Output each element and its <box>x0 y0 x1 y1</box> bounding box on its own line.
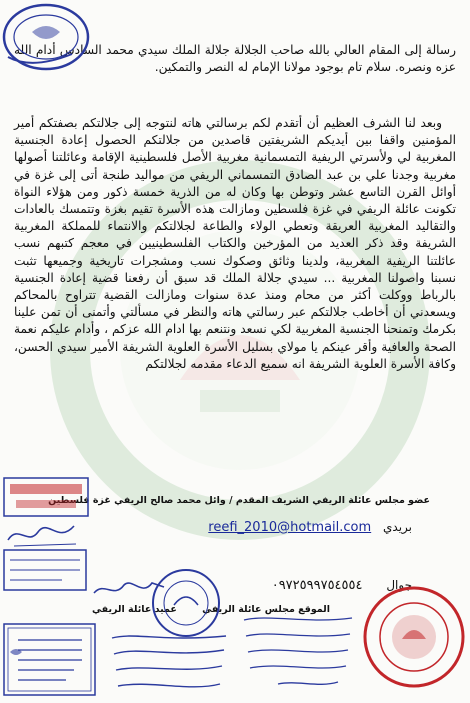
family-handwritten-notes-icon <box>104 628 234 700</box>
phone-row <box>272 578 412 593</box>
phone-label: جوال <box>386 578 412 592</box>
deputy-handwritten-signature-icon <box>88 575 168 603</box>
bottom-mid-stamp-icon <box>150 567 222 639</box>
letter-body: وبعد لنا الشرف العظيم أن أتقدم لكم برسالتي هاته لنتوجه إلى جلالتكم بصفتكم أمير المؤمنين واقفا بين أيديكم الشريفتين قاصدين من جلالتكم الحصول إعادة الجنسية المغربية لي ولأسرتي الريفية التمسمانية مغربية الأصل فلسطينية الإقامة وعائلتنا أصولها مغربية وجدنا علي بن عبد الصادق التمسماني الريفي من مواليد طنجة أتى إلى غزة في أوائل القرن التاسع عشر وتوطن بها وكان له من الذرية خمسة ذكور ومن هؤلاء النواة تكونت عائلة الريفي في غزة فلسطين ومازالت هذه الأسرة تقيم بغزة وتتمسك بالعادات والتقاليد المغربية العريقة وتعطي الولاء والطاعة لجلالتكم والانتماء للمملكة المغربية الشريفة وقد ذكر العديد من المؤرخين والكتاب الفلسطينيين في معجم كتبهم نسب عائلتنا الريفية المغربية، ولدينا وثائق وصكوك نسب ومشجرات تاريخية وجميعها تثبت نسبنا واصولنا المغربية ... سيدي جلالة الملك قد سبق أن رفعنا قضية إعادة الجنسية بالرباط ووكلت أكثر من محام ومنذ عدة سنوات ومازالت القضية تتراوح بالمحاكم ويسعدني أن أخاطب جلالتكم عبر رسالتي هاته والنظر في مسألتي وأتمنى أن تمن علينا بكرمك وتمنحنا الجنسية المغربية لكي نسعد ونتنعم بها ادام الله عزكم ، وأدام عليكم نعمة الصحة والعافية وأقر عينكم يا مولاي بسليل الأسرة العلوية الشريفة الأمير سيدي الحسن، وكافة الأسرة العلوية الشريفة انه سميع الدعاء مقدمه لجلالتكم <box>14 116 456 371</box>
bottom-left-stamp-icon <box>2 622 97 697</box>
council-handwritten-notes-icon <box>238 610 358 698</box>
left-mid2-stamp-icon <box>2 548 88 592</box>
phone-number: ٠٩٧٢٥٩٩٧٥٤٥٥٤ <box>271 578 363 593</box>
letter-intro: رسالة إلى المقام العالي بالله صاحب الجلالة جلالة الملك سيدي محمد السادس أدام الله عزه ونصره. سلام تام بوجود مولانا الإمام له النصر والتمكين. <box>14 43 456 75</box>
chair-signature-label: الموقع مجلس عائلة الريفي <box>202 604 330 615</box>
email-label: بريدي <box>383 520 412 534</box>
handwritten-signature-icon <box>4 520 84 550</box>
bottom-right-red-stamp-icon <box>362 585 466 689</box>
email-link[interactable]: reefi_2010@hotmail.com <box>208 520 372 535</box>
signature-line: عضو مجلس عائلة الريفي الشريف المقدم / وائل محمد صالح الريفي غزة فلسطين <box>48 495 430 506</box>
deputy-signature-label: عميد عائلة الريفي <box>92 604 177 615</box>
email-row <box>208 520 412 535</box>
